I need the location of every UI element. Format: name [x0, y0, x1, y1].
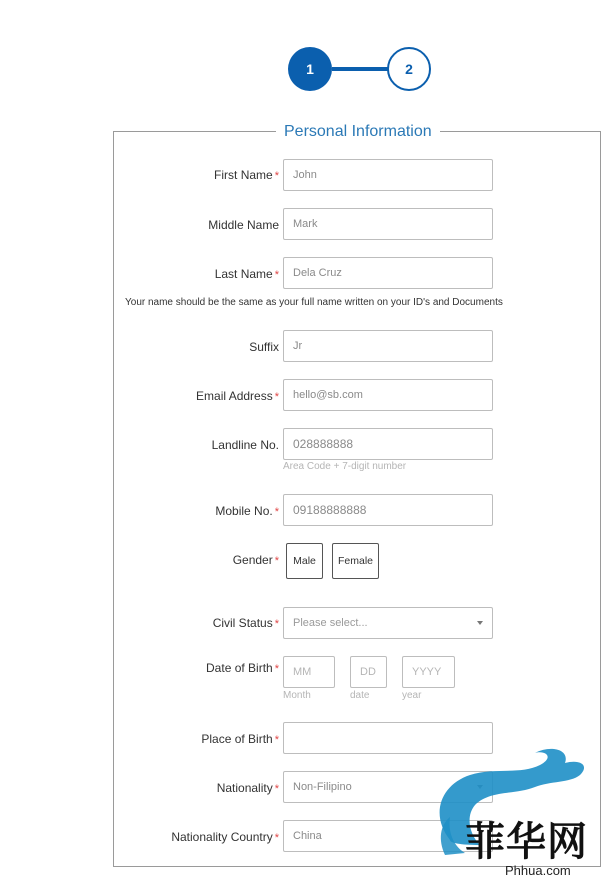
- last-name-input[interactable]: Dela Cruz: [283, 257, 493, 289]
- mobile-label: Mobile No. *: [215, 504, 279, 518]
- step-1-indicator[interactable]: 1: [288, 47, 332, 91]
- first-name-label: First Name *: [214, 168, 279, 182]
- dob-day-hint: date: [350, 690, 370, 701]
- section-title: Personal Information: [276, 122, 440, 142]
- step-2-indicator[interactable]: 2: [387, 47, 431, 91]
- civil-status-placeholder: Please select...: [293, 617, 368, 629]
- middle-name-label: Middle Name: [208, 218, 279, 232]
- civil-status-label: Civil Status *: [212, 616, 279, 630]
- nationality-country-label: Nationality Country *: [171, 830, 279, 844]
- nationality-label: Nationality *: [216, 781, 279, 795]
- dob-label: Date of Birth *: [206, 661, 279, 675]
- landline-hint: Area Code + 7-digit number: [283, 461, 407, 472]
- watermark-text: 菲华网: [465, 818, 588, 865]
- landline-input[interactable]: 028888888: [283, 428, 493, 460]
- watermark-url: Phhua.com: [505, 863, 571, 878]
- dropdown-arrow-icon: [477, 621, 483, 625]
- dob-month-input[interactable]: MM: [283, 656, 335, 688]
- email-label: Email Address *: [196, 389, 279, 403]
- last-name-label: Last Name *: [214, 267, 279, 281]
- email-input[interactable]: hello@sb.com: [283, 379, 493, 411]
- landline-label: Landline No.: [211, 438, 279, 452]
- civil-status-select[interactable]: [283, 607, 493, 639]
- mobile-input[interactable]: 09188888888: [283, 494, 493, 526]
- place-of-birth-label: Place of Birth *: [201, 732, 279, 746]
- gender-male-button[interactable]: Male: [286, 543, 323, 579]
- dob-year-input[interactable]: YYYY: [402, 656, 455, 688]
- name-note: Your name should be the same as your full name written on your ID's and Documents: [125, 297, 503, 308]
- dob-day-input[interactable]: DD: [350, 656, 387, 688]
- gender-label: Gender *: [232, 553, 279, 567]
- suffix-input[interactable]: Jr: [283, 330, 493, 362]
- gender-female-button[interactable]: Female: [332, 543, 379, 579]
- middle-name-input[interactable]: Mark: [283, 208, 493, 240]
- dob-month-hint: Month: [283, 690, 311, 701]
- progress-stepper: [288, 46, 432, 92]
- first-name-input[interactable]: John: [283, 159, 493, 191]
- nationality-value: Non-Filipino: [293, 781, 352, 793]
- stepper-connector: [332, 67, 388, 71]
- nationality-country-input[interactable]: China: [283, 820, 493, 852]
- dob-year-hint: year: [402, 690, 422, 701]
- suffix-label: Suffix: [249, 340, 279, 354]
